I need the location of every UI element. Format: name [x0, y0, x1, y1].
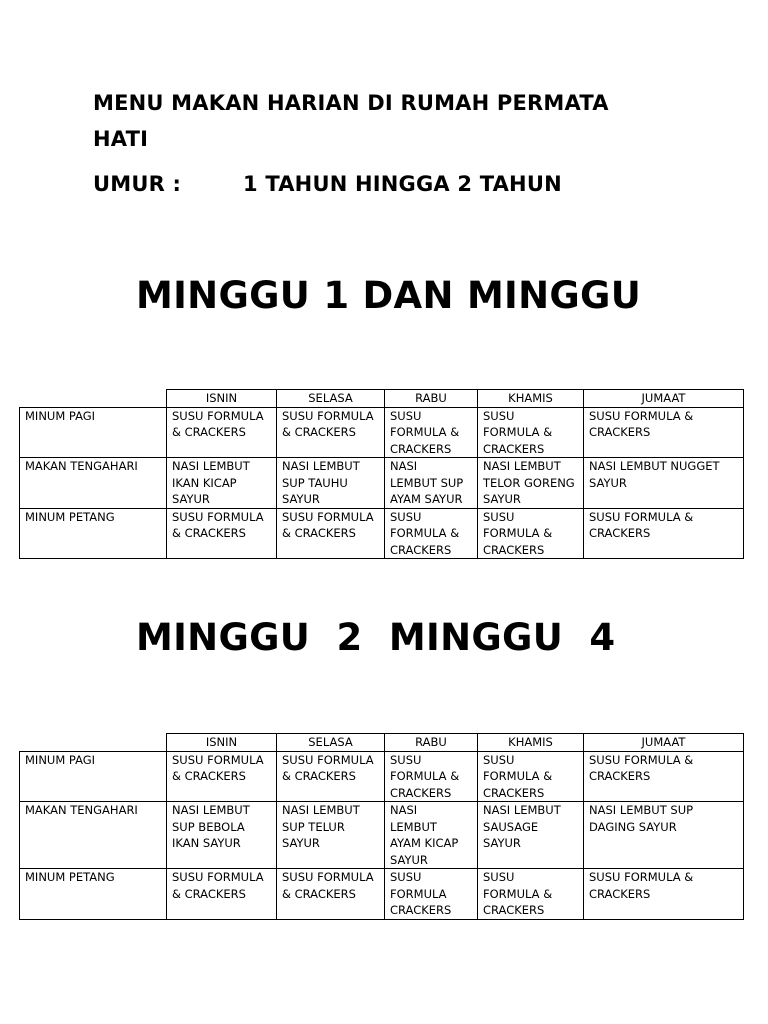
menu-cell: NASI LEMBUT SUP AYAM SAYUR: [385, 458, 478, 509]
table-row-makan-tengahari: [20, 458, 744, 509]
week-1-heading: MINGGU 1 DAN MINGGU: [136, 274, 642, 317]
menu-cell: SUSU FORMULA & CRACKERS: [385, 751, 478, 802]
blank-header-cell: [20, 734, 167, 752]
day-header-selasa: SELASA: [277, 390, 385, 408]
menu-cell: SUSU FORMULA & CRACKERS: [167, 751, 277, 802]
menu-cell: NASI LEMBUT SUP TAUHU SAYUR: [277, 458, 385, 509]
day-header-khamis: KHAMIS: [478, 390, 584, 408]
age-label: UMUR :: [93, 172, 182, 196]
table-row-minum-petang: [20, 508, 744, 559]
table-row-minum-pagi: [20, 407, 744, 458]
menu-cell: SUSU FORMULA & CRACKERS: [277, 751, 385, 802]
table-row-minum-pagi: [20, 751, 744, 802]
day-header-selasa: SELASA: [277, 734, 385, 752]
menu-cell: NASI LEMBUT IKAN KICAP SAYUR: [167, 458, 277, 509]
day-header-jumaat: JUMAAT: [584, 390, 744, 408]
week-2-menu-table: [19, 733, 744, 920]
day-header-rabu: RABU: [385, 390, 478, 408]
meal-label: MINUM PAGI: [20, 751, 167, 802]
week-1-menu-table: [19, 389, 744, 559]
menu-cell: SUSU FORMULA & CRACKERS: [478, 751, 584, 802]
blank-header-cell: [20, 390, 167, 408]
menu-cell: NASI LEMBUT AYAM KICAP SAYUR: [385, 802, 478, 869]
table-row-makan-tengahari: [20, 802, 744, 869]
day-header-isnin: ISNIN: [167, 734, 277, 752]
menu-cell: SUSU FORMULA & CRACKERS: [584, 407, 744, 458]
menu-cell: SUSU FORMULA & CRACKERS: [277, 508, 385, 559]
menu-cell: SUSU FORMULA & CRACKERS: [385, 407, 478, 458]
menu-cell: SUSU FORMULA & CRACKERS: [167, 869, 277, 920]
menu-cell: SUSU FORMULA & CRACKERS: [385, 508, 478, 559]
week-2-day-header-row: [20, 734, 744, 752]
week-2-heading: MINGGU 2 MINGGU 4: [136, 616, 616, 659]
menu-cell: SUSU FORMULA & CRACKERS: [277, 407, 385, 458]
menu-cell: NASI LEMBUT TELOR GORENG SAYUR: [478, 458, 584, 509]
menu-cell: NASI LEMBUT SUP TELUR SAYUR: [277, 802, 385, 869]
menu-cell: SUSU FORMULA & CRACKERS: [478, 869, 584, 920]
menu-cell: NASI LEMBUT SUP DAGING SAYUR: [584, 802, 744, 869]
menu-cell: NASI LEMBUT NUGGET SAYUR: [584, 458, 744, 509]
age-value: 1 TAHUN HINGGA 2 TAHUN: [243, 172, 562, 196]
menu-cell: SUSU FORMULA & CRACKERS: [277, 869, 385, 920]
table-row-minum-petang: [20, 869, 744, 920]
menu-cell: SUSU FORMULA & CRACKERS: [167, 508, 277, 559]
day-header-rabu: RABU: [385, 734, 478, 752]
menu-cell: SUSU FORMULA & CRACKERS: [584, 751, 744, 802]
menu-cell: NASI LEMBUT SAUSAGE SAYUR: [478, 802, 584, 869]
document-title-line-2: HATI: [93, 127, 149, 151]
meal-label: MINUM PETANG: [20, 508, 167, 559]
week-1-day-header-row: [20, 390, 744, 408]
menu-cell: SUSU FORMULA CRACKERS: [385, 869, 478, 920]
menu-cell: SUSU FORMULA & CRACKERS: [167, 407, 277, 458]
menu-cell: NASI LEMBUT SUP BEBOLA IKAN SAYUR: [167, 802, 277, 869]
meal-label: MINUM PAGI: [20, 407, 167, 458]
menu-cell: SUSU FORMULA & CRACKERS: [584, 508, 744, 559]
meal-label: MAKAN TENGAHARI: [20, 802, 167, 869]
day-header-jumaat: JUMAAT: [584, 734, 744, 752]
day-header-khamis: KHAMIS: [478, 734, 584, 752]
meal-label: MAKAN TENGAHARI: [20, 458, 167, 509]
menu-cell: SUSU FORMULA & CRACKERS: [478, 407, 584, 458]
meal-label: MINUM PETANG: [20, 869, 167, 920]
day-header-isnin: ISNIN: [167, 390, 277, 408]
document-title-line-1: MENU MAKAN HARIAN DI RUMAH PERMATA: [93, 91, 609, 115]
menu-cell: SUSU FORMULA & CRACKERS: [584, 869, 744, 920]
menu-cell: SUSU FORMULA & CRACKERS: [478, 508, 584, 559]
